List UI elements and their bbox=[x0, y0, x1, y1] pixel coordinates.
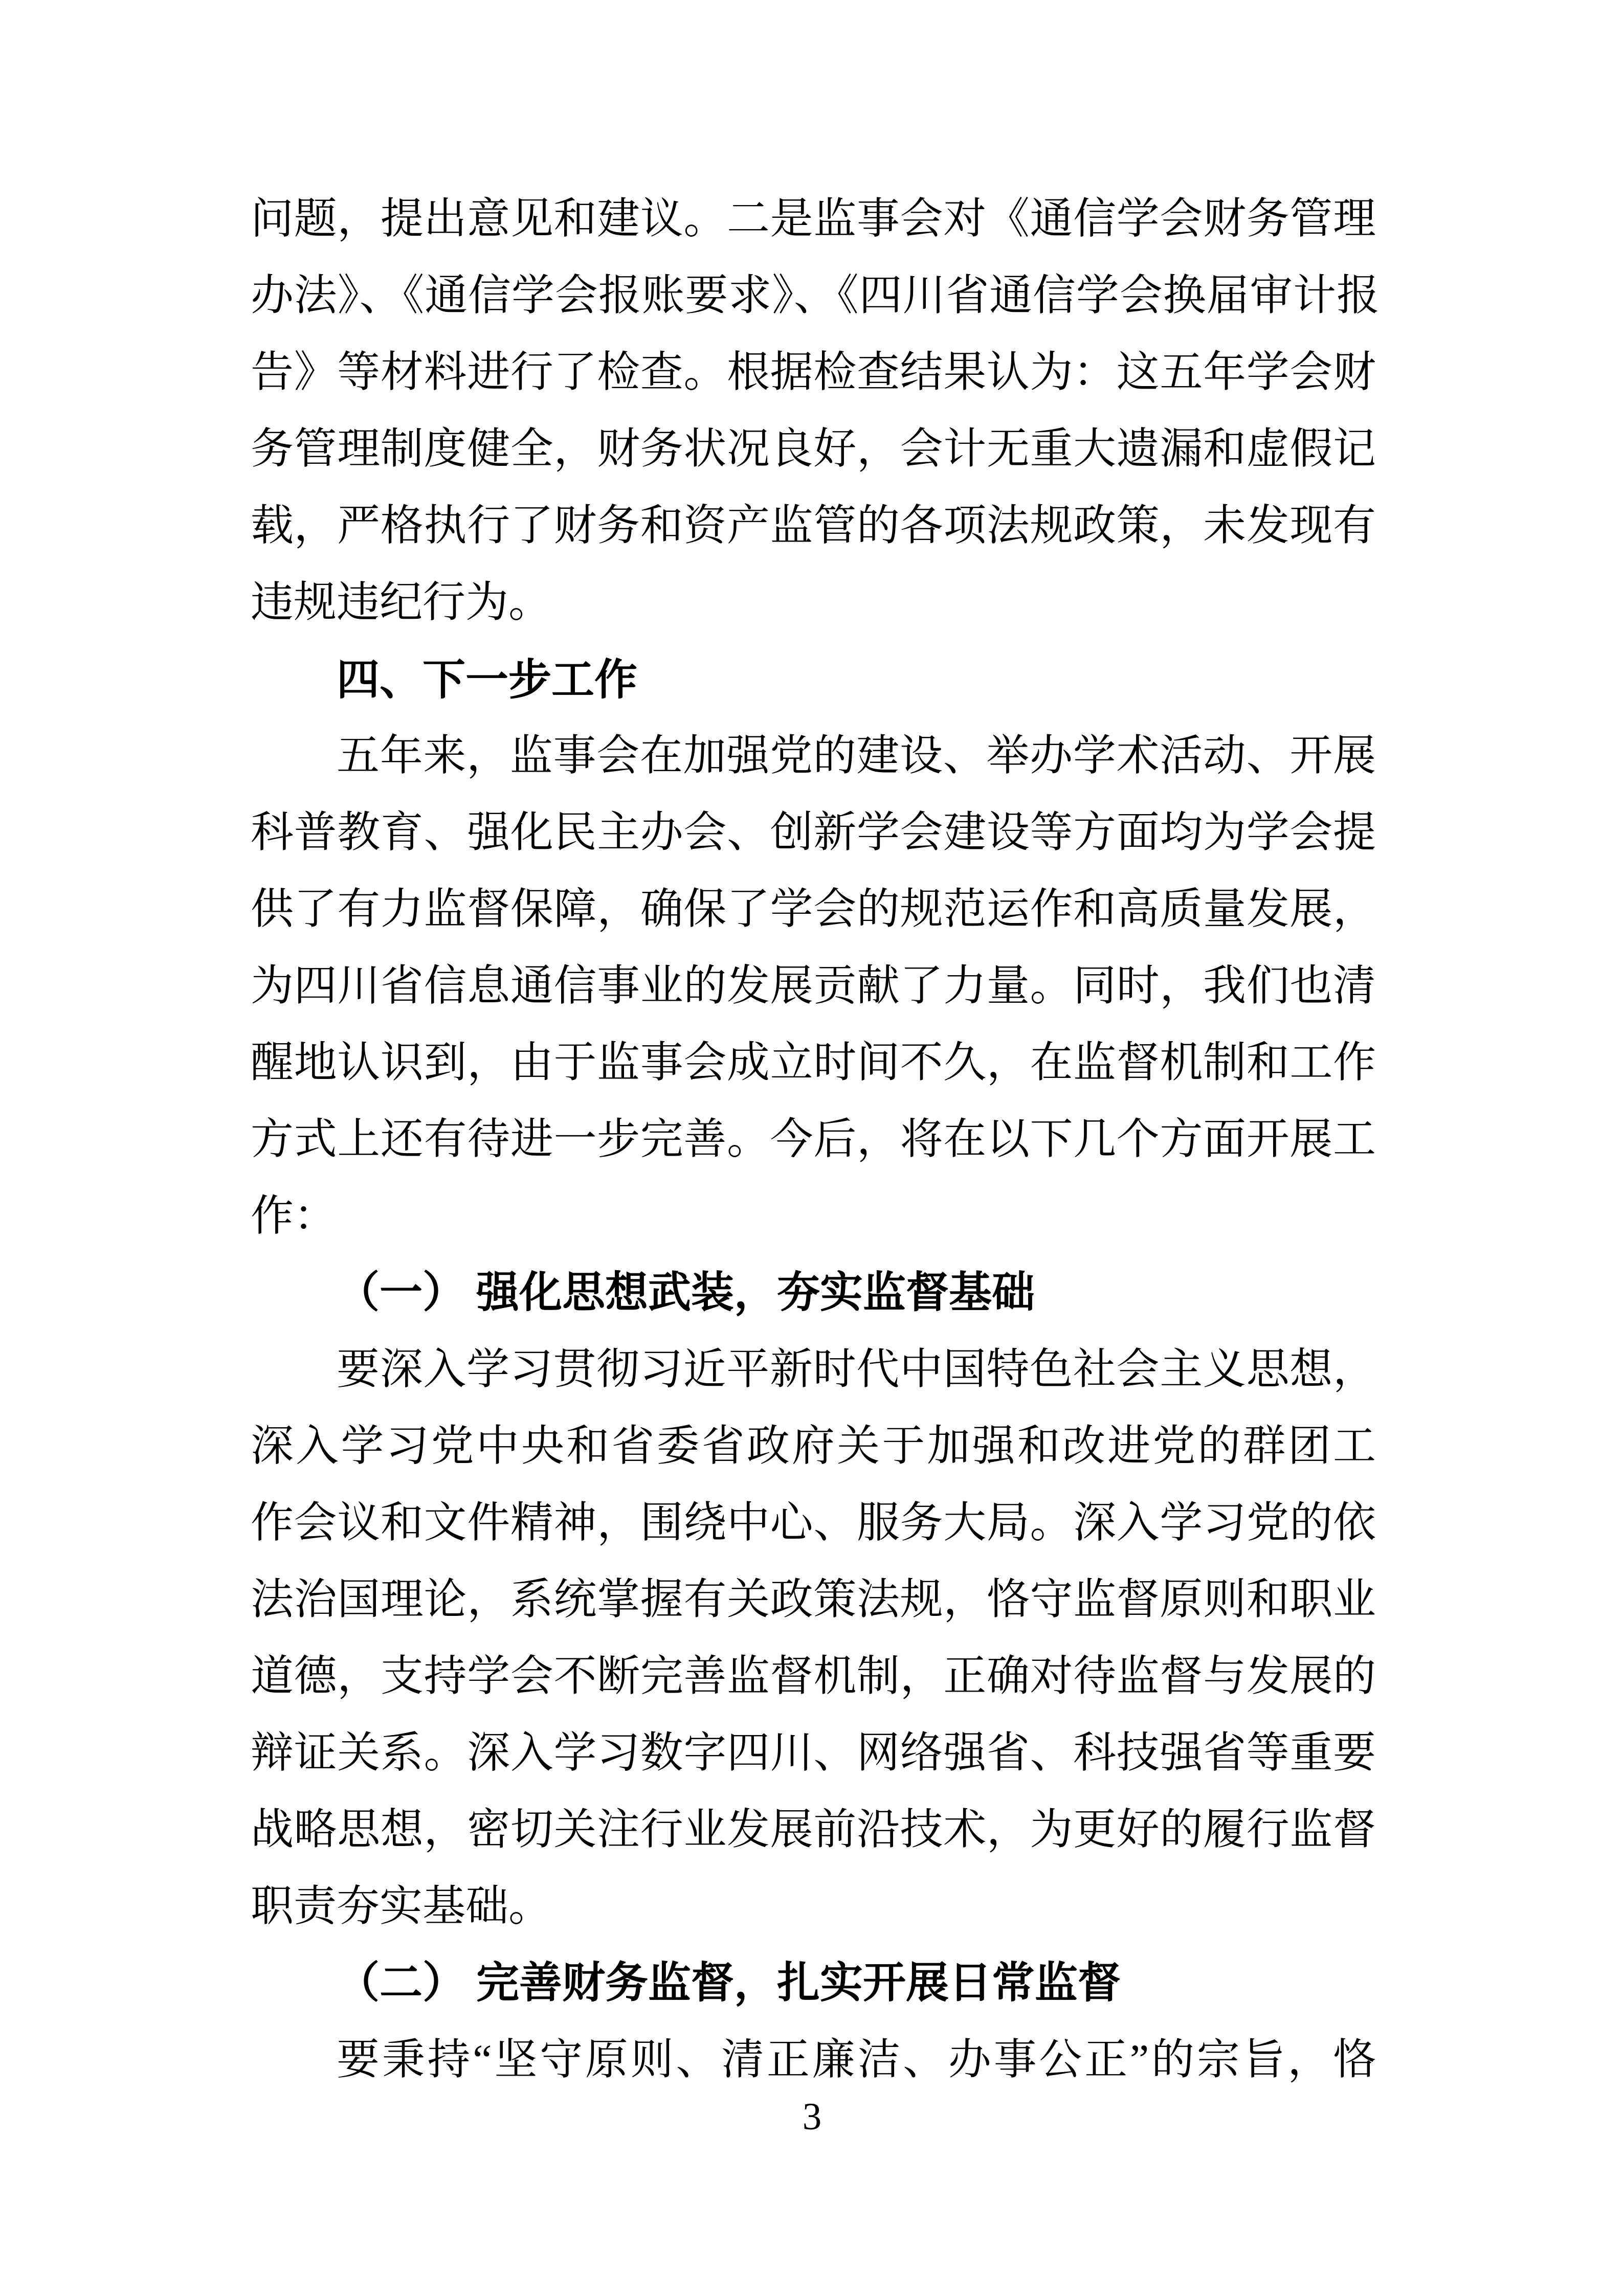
body-line: 醒地认识到，由于监事会成立时间不久，在监督机制和工作 bbox=[251, 1039, 1376, 1087]
body-line: 科普教育、强化民主办会、创新学会建设等方面均为学会提 bbox=[251, 809, 1376, 857]
body-line: 为四川省信息通信事业的发展贡献了力量。同时，我们也清 bbox=[251, 962, 1376, 1010]
body-line: 要深入学习贯彻习近平新时代中国特色社会主义思想， bbox=[337, 1346, 1376, 1393]
section-heading: 四、下一步工作 bbox=[337, 656, 638, 704]
body-line: 法治国理论，系统掌握有关政策法规，恪守监督原则和职业 bbox=[251, 1576, 1376, 1624]
body-line: 办法》、《通信学会报账要求》、《四川省通信学会换届审计报 bbox=[251, 272, 1376, 320]
body-line: 要秉持“坚守原则、清正廉洁、办事公正”的宗旨，恪 bbox=[337, 2036, 1376, 2084]
text-content bbox=[251, 181, 1376, 2099]
body-line: 载，严格执行了财务和资产监管的各项法规政策，未发现有 bbox=[251, 502, 1376, 550]
body-line: 五年来，监事会在加强党的建设、举办学术活动、开展 bbox=[337, 732, 1376, 780]
body-line: 供了有力监督保障，确保了学会的规范运作和高质量发展， bbox=[251, 886, 1376, 933]
body-line: 问题，提出意见和建议。二是监事会对《通信学会财务管理 bbox=[251, 195, 1376, 243]
subsection-heading: （二） 完善财务监督，扎实开展日常监督 bbox=[337, 1960, 1121, 2007]
body-line: 告》等材料进行了检查。根据检查结果认为：这五年学会财 bbox=[251, 349, 1376, 396]
body-line: 辩证关系。深入学习数字四川、网络强省、科技强省等重要 bbox=[251, 1729, 1376, 1777]
body-line: 战略思想，密切关注行业发展前沿技术，为更好的履行监督 bbox=[251, 1806, 1376, 1854]
subsection-heading: （一） 强化思想武装，夯实监督基础 bbox=[337, 1269, 1035, 1317]
body-line: 方式上还有待进一步完善。今后，将在以下几个方面开展工 bbox=[251, 1116, 1376, 1163]
body-line: 作： bbox=[251, 1192, 337, 1240]
body-line: 违规违纪行为。 bbox=[251, 579, 552, 626]
body-line: 作会议和文件精神，围绕中心、服务大局。深入学习党的依 bbox=[251, 1499, 1376, 1547]
body-line: 道德，支持学会不断完善监督机制，正确对待监督与发展的 bbox=[251, 1653, 1376, 1700]
page-number: 3 bbox=[802, 2096, 822, 2138]
body-line: 职责夯实基础。 bbox=[251, 1883, 552, 1930]
body-line: 深入学习党中央和省委省政府关于加强和改进党的群团工 bbox=[251, 1423, 1376, 1470]
body-line: 务管理制度健全，财务状况良好，会计无重大遗漏和虚假记 bbox=[251, 425, 1376, 473]
